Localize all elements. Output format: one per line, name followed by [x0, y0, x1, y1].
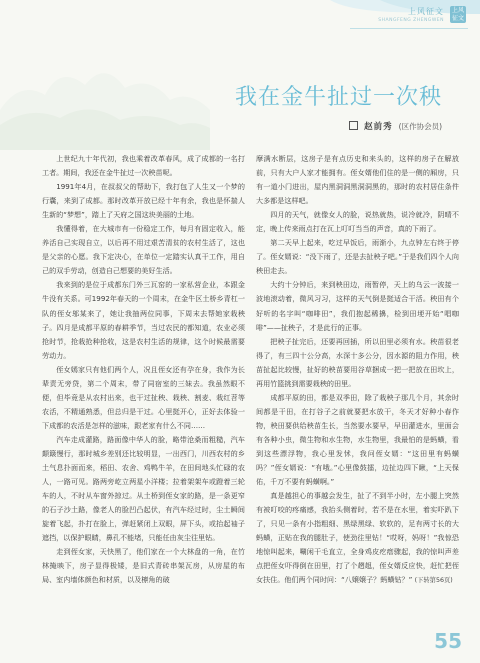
paragraph: 成都平原的田，都是双季田，除了栽秧子那几个月，其余时间都是干田，在打谷子之前就要把水放干，冬天才好种小春作物，秧田要供给秧苗生长，当然要水要早，早田灌进水，里面会有各种小虫，微生物和水生物，水生物里，我最怕的是蚂蟥，看到这些漂浮物，我心里发怵，我问侄女婿：“这田里有蚂蟥吗？”侄女婿说：“有哦。”心里像鼓擂，边扯边四下瞅，“上天保佑，千万不要有蚂蟥啊。”: [256, 392, 459, 487]
paragraph: 侄女嫣家只有他们两个人，况且侄女还有孕在身，我作为长辈责无旁贷，第二个周末，带了同宿室的三妹去。我虽然眼不便，但毕竟是从农村出来，也干过扯秧、栽秧、割麦、栽红苕等农活，不精通熟悉，但总归是干过。心里挺开心，正好去体验一下成都的农活是怎样的滋味，跟老家有什么不同……: [42, 364, 245, 430]
paragraph-text: 真是越担心的事越会发生，扯了不到半小时，左小腿上突然有被叮咬的疼痛感，我抬头侧着时，若不是在水里，着实吓趴下了，只见一条有小指粗细、黑绿黑绿、软软的，足有两寸长的大蚂蟥，正贴在我的腿肚子，使劲往里钻！“哎呀，妈呀！”我惊恐地惊叫起来，唰闲干毛直立，全身鸡皮疙瘩骤起，我的惊叫声差点把侄女吓得倒在田里，打了个趔趄，侄女婿反应快，赶忙把侄女扶住。他们两个同时问：“八嬢嬢子？蚂蟥钻？”: [256, 491, 459, 585]
paragraph: 1991年4月，在叔叔父的帮助下，我打包了人生又一个梦的行囊，来到了成都。那时改革开放已经十年有余，我也是怀揣人生新的“梦想”，踏上了天府之国这块美丽的土地。: [42, 182, 245, 220]
left-text-column: [42, 152, 245, 587]
paragraph: 大约十分钟后，来到秧田边，雨暂停，天上的乌云一波接一波地滚动着，微风习习，这样的天气倒是挺适合干活。秧田有个好听的名字叫“咖啡田”，我们抱起稀擤，检到田埂开始“唱咖啡”——扯秧子，才是此行的正事。: [256, 280, 459, 332]
continued-note: (下转第56页): [414, 577, 453, 585]
paragraph: 摩满水断层，这房子是有点历史和来头的，这样的房子在解放前，只有大户人家才能拥有。侄女婿他们住的是一侧的厢房，只有一道小门进出，屋内黑洞洞黑洞洞黑的，那时的农村居住条件大多都是这样吧。: [256, 154, 459, 206]
right-text-column: [256, 152, 459, 588]
author-affiliation: (区作协会员): [398, 122, 442, 131]
byline-square-icon: [349, 121, 358, 130]
byline: [349, 120, 442, 132]
page-number: 55: [434, 629, 462, 653]
paragraph: 把秧子扯完后，还要再回插，所以田里必须有水。秧苗很老得了，有三四十公分高，水深十多公分，因水源的阻力作用，秧苗扯起比较慢，扯好的秧苗要用谷草捆成一把一把放在田坎上，再用竹篮挑到需要栽秧的田里。: [256, 336, 459, 388]
paragraph: [256, 489, 459, 588]
landscape-decoration: [0, 40, 210, 150]
article-title: 我在金牛扯过一次秧: [234, 85, 442, 110]
paragraph: 我来到的是位于成都东门外三瓦窑的一家私营企业，本跟金牛没有关系。可1992年春天的一个周末，在金牛区土桥乡青杠一队的侄女邬某来了，她让我抽两位同事，下周末去帮她家栽秧子。四月是成都平原的春耕季节，当过农民的都知道，农业必须抢时节，抢栽抢种抢收，这是农村生活的规律，这个时候最需要劳动力。: [42, 280, 245, 360]
author-name: 赵前秀: [364, 122, 393, 132]
column-name-cn: 上风征文: [408, 7, 444, 16]
paragraph: 汽车走成灌路，路面像中华人的脸，略带沧桑而粗糙，汽车颠簸慢行，那时城乡差别还比较明显，一出西门，川西农村的乡土气息扑面而来，稻田、农舍、鸡鸭牛羊，在田间地头忙碌的农人，一路可见。路两旁屹立两星小洋楼；拉着架架车或蹬着三轮车的人，不时从车窗外掠过。从土桥到侄女家的路，是一条更窄的石子沙土路，像老人的脸凹凸起伏，有汽车经过时，尘土瞬间旋着飞起，扑打在脸上，弹赶紧闭上双眼，屏下头，或抬起袖子遮挡，以保护眼睛，鼻孔不能堵，只能任由灰尘往里钻。: [42, 434, 245, 543]
paragraph: 上世纪九十年代初，我也乘着改革春风，成了成都的一名打工者。期间，我还在金牛扯过一次秧苗呢。: [42, 154, 245, 178]
paragraph: 四月的天气，就像女人的脸，说热就热，说冷就冷，阴晴不定，晚上传来雨点打在瓦上叮叮当当的声音，真的下雨了。: [256, 210, 459, 234]
paragraph: 走到侄女家，天快黑了，他们家在一个大林盘的一角，在竹林掩映下，房子显得极矮，是旧式青砖串架瓦房，从房屋的布局、室内墙体颜色和材质，以及檩角的破: [42, 547, 245, 585]
header-rule: [350, 28, 468, 29]
column-name-en: SHANGFENG ZHENGWEN: [378, 18, 444, 23]
paragraph: 我懂得着，在大城市有一份稳定工作，每月有固定收入，能养活自己实现自立，以后再不用过艰苦清贫的农村生活了，这也是父亲的心愿。我下定决心，在单位一定踏实认真干工作，用自己的双手劳动，创造自己想要的美好生活。: [42, 224, 245, 276]
column-badge: 上风征文: [451, 7, 464, 22]
paragraph: 第二天早上起来，吃过早饭后，雨渐小，九点钟左右终于停了。侄女婿说：“没下雨了，还是去扯秧子吧。”于是我们四个人向秧田走去。: [256, 238, 459, 276]
column-label: [378, 6, 444, 23]
